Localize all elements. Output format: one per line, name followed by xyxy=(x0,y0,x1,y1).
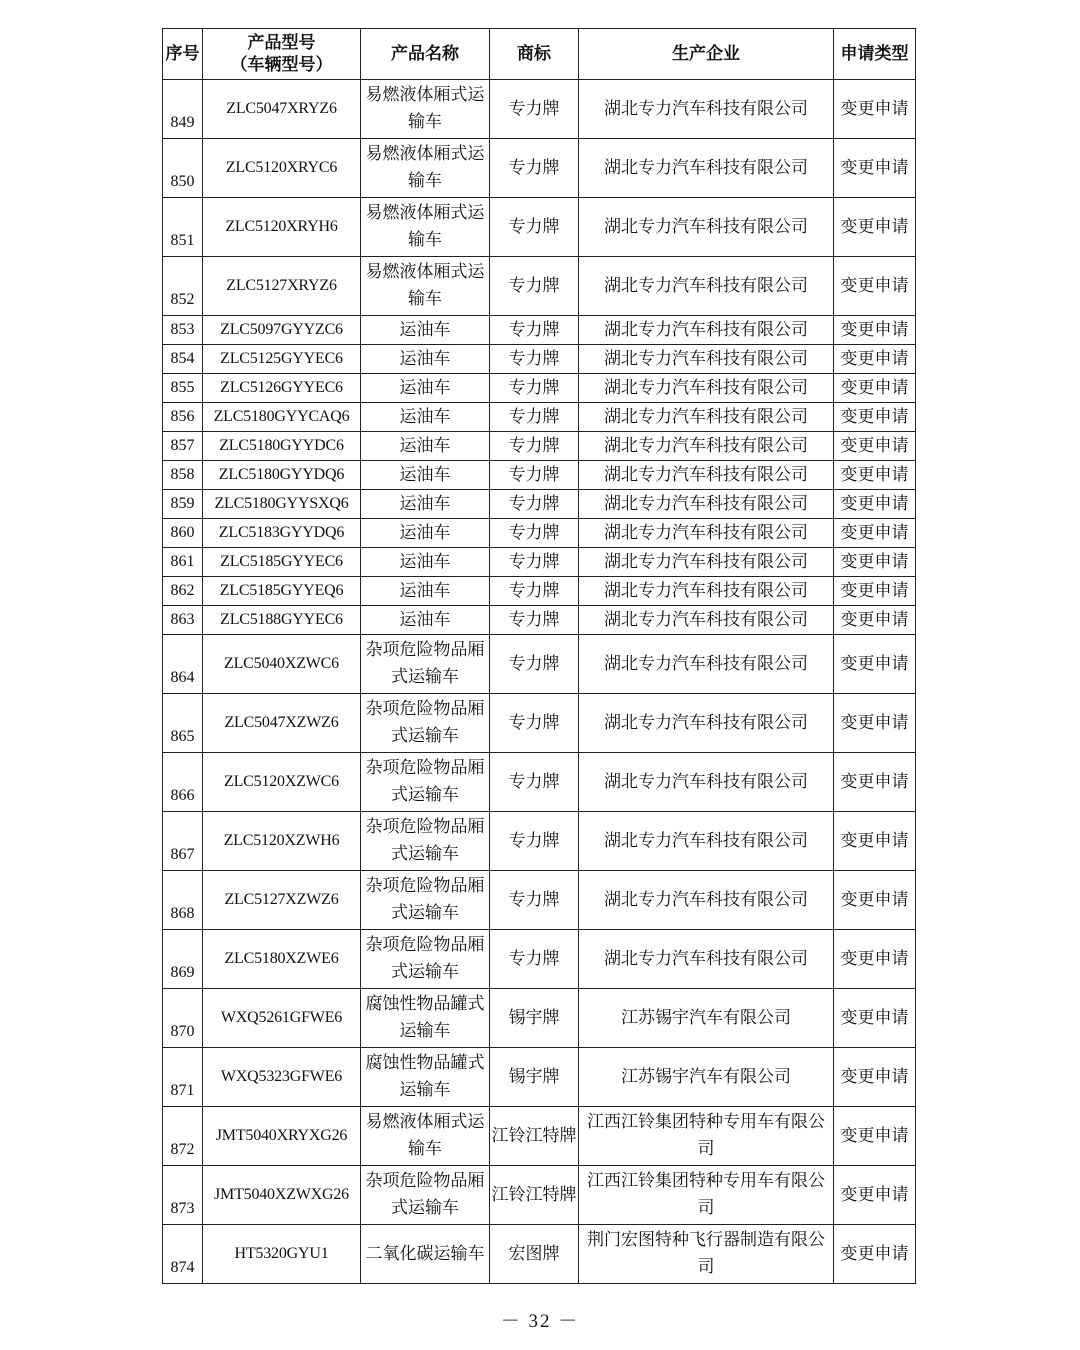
table-row xyxy=(163,1048,916,1107)
cell-no: 853 xyxy=(163,316,203,345)
cell-no: 873 xyxy=(163,1166,203,1225)
cell-model: ZLC5188GYYEC6 xyxy=(203,606,361,635)
cell-company: 湖北专力汽车科技有限公司 xyxy=(579,490,834,519)
cell-type: 变更申请 xyxy=(834,461,916,490)
cell-no: 852 xyxy=(163,257,203,316)
cell-type: 变更申请 xyxy=(834,1166,916,1225)
page-number: － 32 － xyxy=(500,1311,580,1332)
cell-no: 858 xyxy=(163,461,203,490)
table-row xyxy=(163,694,916,753)
cell-no: 871 xyxy=(163,1048,203,1107)
cell-model: ZLC5127XZWZ6 xyxy=(203,871,361,930)
cell-type: 变更申请 xyxy=(834,1225,916,1284)
cell-company: 湖北专力汽车科技有限公司 xyxy=(579,403,834,432)
cell-product-name: 运油车 xyxy=(361,403,490,432)
cell-model: ZLC5180GYYDC6 xyxy=(203,432,361,461)
cell-company: 荆门宏图特种飞行器制造有限公司 xyxy=(579,1225,834,1284)
cell-product-name: 运油车 xyxy=(361,519,490,548)
cell-company: 湖北专力汽车科技有限公司 xyxy=(579,345,834,374)
cell-no: 860 xyxy=(163,519,203,548)
table-row xyxy=(163,198,916,257)
cell-model: WXQ5261GFWE6 xyxy=(203,989,361,1048)
cell-no: 859 xyxy=(163,490,203,519)
cell-brand: 专力牌 xyxy=(490,461,579,490)
table-row xyxy=(163,403,916,432)
cell-type: 变更申请 xyxy=(834,374,916,403)
cell-company: 湖北专力汽车科技有限公司 xyxy=(579,753,834,812)
cell-company: 湖北专力汽车科技有限公司 xyxy=(579,80,834,139)
cell-brand: 专力牌 xyxy=(490,139,579,198)
table-row xyxy=(163,577,916,606)
cell-brand: 专力牌 xyxy=(490,432,579,461)
table-row xyxy=(163,519,916,548)
cell-no: 856 xyxy=(163,403,203,432)
cell-brand: 江铃江特牌 xyxy=(490,1107,579,1166)
cell-model: JMT5040XZWXG26 xyxy=(203,1166,361,1225)
cell-brand: 专力牌 xyxy=(490,257,579,316)
cell-type: 变更申请 xyxy=(834,257,916,316)
cell-model: ZLC5126GYYEC6 xyxy=(203,374,361,403)
cell-product-name: 运油车 xyxy=(361,548,490,577)
cell-product-name: 腐蚀性物品罐式运输车 xyxy=(361,989,490,1048)
cell-type: 变更申请 xyxy=(834,198,916,257)
cell-product-name: 运油车 xyxy=(361,577,490,606)
table-row xyxy=(163,989,916,1048)
table-row xyxy=(163,316,916,345)
table-row xyxy=(163,606,916,635)
cell-no: 874 xyxy=(163,1225,203,1284)
cell-type: 变更申请 xyxy=(834,432,916,461)
cell-product-name: 运油车 xyxy=(361,345,490,374)
cell-model: ZLC5180XZWE6 xyxy=(203,930,361,989)
cell-product-name: 易燃液体厢式运输车 xyxy=(361,139,490,198)
cell-brand: 专力牌 xyxy=(490,403,579,432)
cell-no: 854 xyxy=(163,345,203,374)
cell-product-name: 腐蚀性物品罐式运输车 xyxy=(361,1048,490,1107)
cell-no: 850 xyxy=(163,139,203,198)
cell-company: 湖北专力汽车科技有限公司 xyxy=(579,635,834,694)
cell-model: ZLC5047XRYZ6 xyxy=(203,80,361,139)
cell-company: 湖北专力汽车科技有限公司 xyxy=(579,257,834,316)
cell-type: 变更申请 xyxy=(834,694,916,753)
cell-product-name: 杂项危险物品厢式运输车 xyxy=(361,871,490,930)
cell-company: 江苏锡宇汽车有限公司 xyxy=(579,989,834,1048)
cell-brand: 专力牌 xyxy=(490,871,579,930)
cell-company: 湖北专力汽车科技有限公司 xyxy=(579,871,834,930)
cell-product-name: 易燃液体厢式运输车 xyxy=(361,198,490,257)
table-row xyxy=(163,1166,916,1225)
cell-product-name: 杂项危险物品厢式运输车 xyxy=(361,812,490,871)
cell-type: 变更申请 xyxy=(834,871,916,930)
cell-no: 869 xyxy=(163,930,203,989)
cell-model: ZLC5125GYYEC6 xyxy=(203,345,361,374)
table-row xyxy=(163,1225,916,1284)
cell-no: 866 xyxy=(163,753,203,812)
cell-company: 湖北专力汽车科技有限公司 xyxy=(579,139,834,198)
cell-brand: 锡宇牌 xyxy=(490,989,579,1048)
cell-brand: 江铃江特牌 xyxy=(490,1166,579,1225)
header-model xyxy=(203,29,361,80)
cell-no: 857 xyxy=(163,432,203,461)
cell-no: 855 xyxy=(163,374,203,403)
cell-product-name: 运油车 xyxy=(361,316,490,345)
cell-model: ZLC5040XZWC6 xyxy=(203,635,361,694)
cell-type: 变更申请 xyxy=(834,548,916,577)
cell-type: 变更申请 xyxy=(834,519,916,548)
cell-no: 861 xyxy=(163,548,203,577)
cell-company: 湖北专力汽车科技有限公司 xyxy=(579,198,834,257)
cell-product-name: 运油车 xyxy=(361,461,490,490)
cell-brand: 专力牌 xyxy=(490,606,579,635)
cell-type: 变更申请 xyxy=(834,1107,916,1166)
cell-brand: 专力牌 xyxy=(490,635,579,694)
table-row xyxy=(163,257,916,316)
cell-brand: 宏图牌 xyxy=(490,1225,579,1284)
cell-brand: 专力牌 xyxy=(490,490,579,519)
header-model-line2: （车辆型号） xyxy=(230,55,333,75)
table-row xyxy=(163,812,916,871)
cell-model: ZLC5120XZWC6 xyxy=(203,753,361,812)
cell-company: 江苏锡宇汽车有限公司 xyxy=(579,1048,834,1107)
table-row xyxy=(163,753,916,812)
cell-model: ZLC5047XZWZ6 xyxy=(203,694,361,753)
table-row xyxy=(163,461,916,490)
table-row xyxy=(163,548,916,577)
cell-model: ZLC5185GYYEC6 xyxy=(203,548,361,577)
cell-model: ZLC5180GYYSXQ6 xyxy=(203,490,361,519)
cell-brand: 专力牌 xyxy=(490,80,579,139)
cell-product-name: 运油车 xyxy=(361,374,490,403)
cell-model: ZLC5127XRYZ6 xyxy=(203,257,361,316)
cell-product-name: 杂项危险物品厢式运输车 xyxy=(361,1166,490,1225)
table-header-row xyxy=(163,29,916,80)
cell-type: 变更申请 xyxy=(834,139,916,198)
cell-no: 865 xyxy=(163,694,203,753)
cell-model: ZLC5185GYYEQ6 xyxy=(203,577,361,606)
table-row xyxy=(163,871,916,930)
cell-type: 变更申请 xyxy=(834,490,916,519)
header-model-line1: 产品型号 xyxy=(247,33,316,53)
cell-company: 湖北专力汽车科技有限公司 xyxy=(579,316,834,345)
cell-no: 872 xyxy=(163,1107,203,1166)
cell-brand: 专力牌 xyxy=(490,753,579,812)
cell-company: 湖北专力汽车科技有限公司 xyxy=(579,930,834,989)
cell-brand: 专力牌 xyxy=(490,694,579,753)
cell-company: 湖北专力汽车科技有限公司 xyxy=(579,432,834,461)
cell-type: 变更申请 xyxy=(834,1048,916,1107)
cell-company: 湖北专力汽车科技有限公司 xyxy=(579,812,834,871)
cell-product-name: 杂项危险物品厢式运输车 xyxy=(361,635,490,694)
cell-product-name: 杂项危险物品厢式运输车 xyxy=(361,694,490,753)
cell-company: 湖北专力汽车科技有限公司 xyxy=(579,577,834,606)
cell-model: ZLC5180GYYDQ6 xyxy=(203,461,361,490)
cell-brand: 专力牌 xyxy=(490,577,579,606)
cell-no: 864 xyxy=(163,635,203,694)
cell-type: 变更申请 xyxy=(834,989,916,1048)
header-name: 产品名称 xyxy=(361,29,490,80)
vehicle-product-table xyxy=(162,28,916,1284)
cell-company: 湖北专力汽车科技有限公司 xyxy=(579,519,834,548)
table-row xyxy=(163,139,916,198)
cell-company: 湖北专力汽车科技有限公司 xyxy=(579,461,834,490)
cell-type: 变更申请 xyxy=(834,606,916,635)
cell-product-name: 杂项危险物品厢式运输车 xyxy=(361,930,490,989)
cell-company: 湖北专力汽车科技有限公司 xyxy=(579,548,834,577)
cell-company: 湖北专力汽车科技有限公司 xyxy=(579,694,834,753)
cell-type: 变更申请 xyxy=(834,345,916,374)
cell-product-name: 运油车 xyxy=(361,432,490,461)
cell-type: 变更申请 xyxy=(834,753,916,812)
cell-product-name: 易燃液体厢式运输车 xyxy=(361,1107,490,1166)
cell-brand: 专力牌 xyxy=(490,316,579,345)
cell-no: 870 xyxy=(163,989,203,1048)
cell-company: 江西江铃集团特种专用车有限公司 xyxy=(579,1107,834,1166)
cell-model: WXQ5323GFWE6 xyxy=(203,1048,361,1107)
cell-no: 868 xyxy=(163,871,203,930)
cell-model: ZLC5120XZWH6 xyxy=(203,812,361,871)
cell-product-name: 运油车 xyxy=(361,490,490,519)
cell-brand: 专力牌 xyxy=(490,374,579,403)
cell-no: 863 xyxy=(163,606,203,635)
table-row xyxy=(163,345,916,374)
cell-no: 851 xyxy=(163,198,203,257)
header-brand: 商标 xyxy=(490,29,579,80)
cell-brand: 专力牌 xyxy=(490,345,579,374)
header-company: 生产企业 xyxy=(579,29,834,80)
cell-type: 变更申请 xyxy=(834,812,916,871)
cell-model: ZLC5120XRYH6 xyxy=(203,198,361,257)
table-row xyxy=(163,635,916,694)
cell-model: ZLC5183GYYDQ6 xyxy=(203,519,361,548)
cell-brand: 专力牌 xyxy=(490,930,579,989)
cell-model: JMT5040XRYXG26 xyxy=(203,1107,361,1166)
cell-product-name: 易燃液体厢式运输车 xyxy=(361,80,490,139)
cell-brand: 锡宇牌 xyxy=(490,1048,579,1107)
cell-no: 862 xyxy=(163,577,203,606)
header-type: 申请类型 xyxy=(834,29,916,80)
table-row xyxy=(163,374,916,403)
header-no: 序号 xyxy=(163,29,203,80)
cell-product-name: 杂项危险物品厢式运输车 xyxy=(361,753,490,812)
cell-type: 变更申请 xyxy=(834,316,916,345)
document-table-container xyxy=(162,28,915,1284)
cell-model: ZLC5097GYYZC6 xyxy=(203,316,361,345)
cell-product-name: 二氧化碳运输车 xyxy=(361,1225,490,1284)
cell-model: HT5320GYU1 xyxy=(203,1225,361,1284)
table-row xyxy=(163,1107,916,1166)
cell-model: ZLC5180GYYCAQ6 xyxy=(203,403,361,432)
cell-company: 湖北专力汽车科技有限公司 xyxy=(579,374,834,403)
table-row xyxy=(163,80,916,139)
cell-no: 849 xyxy=(163,80,203,139)
cell-product-name: 运油车 xyxy=(361,606,490,635)
cell-model: ZLC5120XRYC6 xyxy=(203,139,361,198)
cell-type: 变更申请 xyxy=(834,635,916,694)
cell-company: 湖北专力汽车科技有限公司 xyxy=(579,606,834,635)
table-row xyxy=(163,490,916,519)
table-row xyxy=(163,930,916,989)
cell-brand: 专力牌 xyxy=(490,198,579,257)
cell-type: 变更申请 xyxy=(834,80,916,139)
table-row xyxy=(163,432,916,461)
cell-brand: 专力牌 xyxy=(490,519,579,548)
cell-brand: 专力牌 xyxy=(490,548,579,577)
cell-no: 867 xyxy=(163,812,203,871)
cell-type: 变更申请 xyxy=(834,403,916,432)
cell-brand: 专力牌 xyxy=(490,812,579,871)
cell-product-name: 易燃液体厢式运输车 xyxy=(361,257,490,316)
cell-type: 变更申请 xyxy=(834,930,916,989)
cell-type: 变更申请 xyxy=(834,577,916,606)
cell-company: 江西江铃集团特种专用车有限公司 xyxy=(579,1166,834,1225)
table-body xyxy=(163,80,916,1284)
